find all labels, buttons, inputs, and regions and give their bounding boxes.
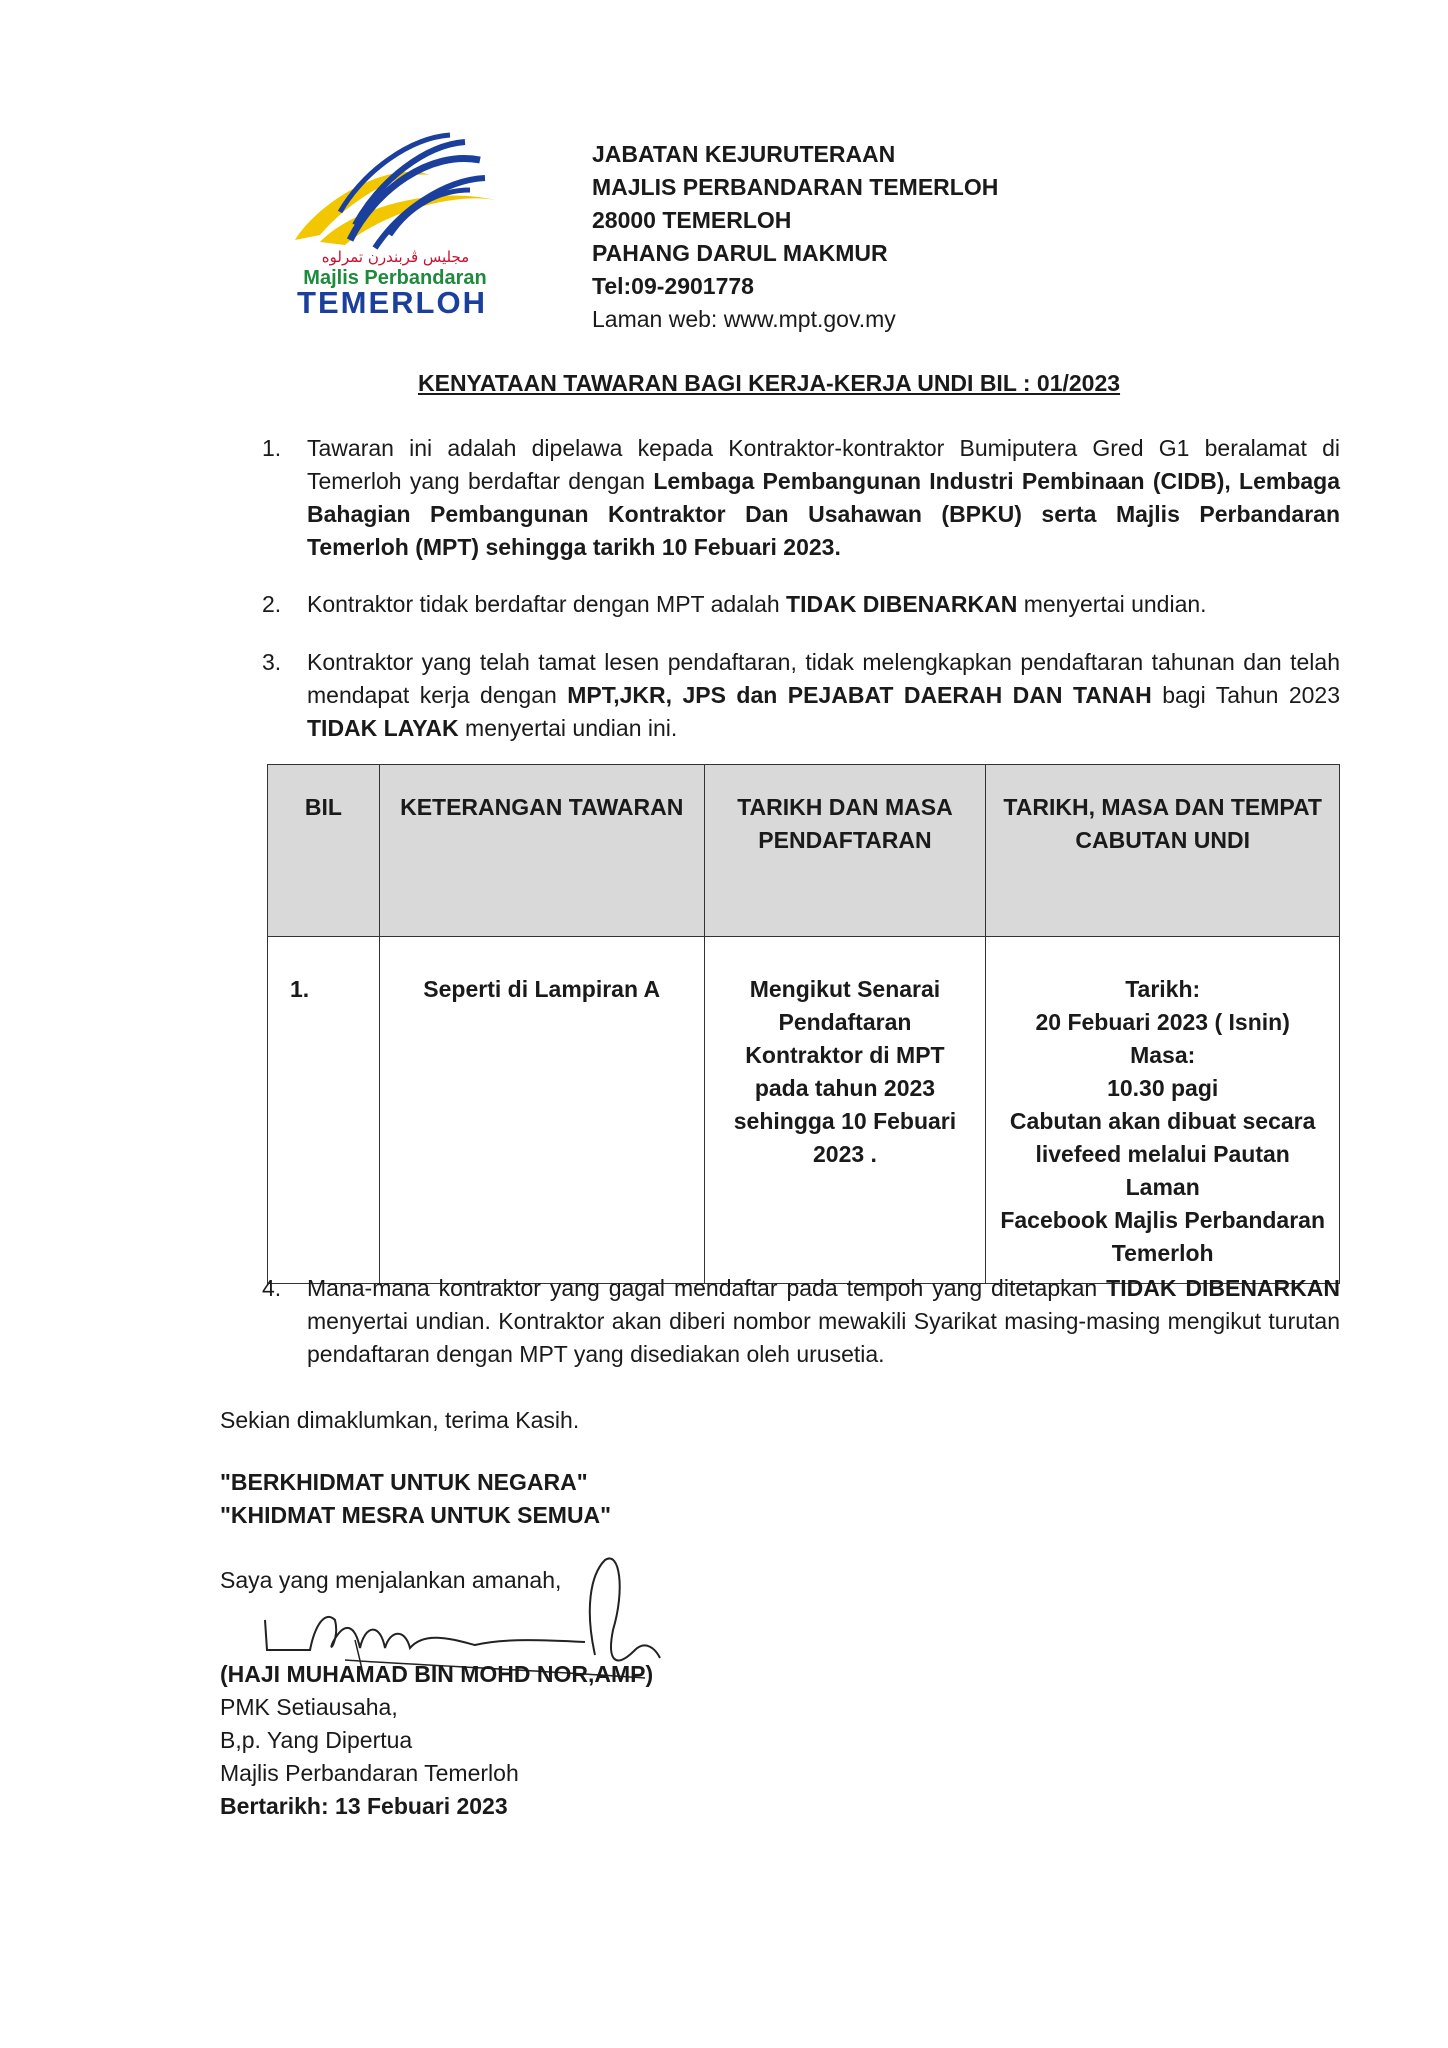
paragraph-text: bagi Tahun 2023 — [1151, 682, 1340, 708]
offer-table — [267, 764, 1340, 1284]
paragraph-text: Kontraktor tidak berdaftar dengan MPT adalah — [307, 591, 787, 617]
paragraph-bold: Lembaga Pembangunan Industri Pembinaan (CIDB), Lembaga Bahagian Pembangunan Kontraktor Dan Usahawan (BPKU) serta Majlis Perbandaran Temerloh (MPT) sehingga tarikh 10 Febuari 2023. — [307, 468, 1340, 560]
cell-line: Cabutan akan dibuat secara — [1009, 1108, 1316, 1134]
paragraph-bold: TIDAK DIBENARKAN — [1106, 1275, 1340, 1301]
cell-line: Pendaftaran — [778, 1009, 912, 1035]
paragraph-text: menyertai undian ini. — [458, 715, 678, 741]
cell-line: Kontraktor di MPT — [745, 1042, 945, 1068]
logo-jawi-text: مجليس ڤربندرن تمرلوه — [321, 248, 470, 266]
cell-line: Masa: — [1130, 1042, 1196, 1068]
logo-text-temerloh: TEMERLOH — [297, 285, 487, 320]
cell-line: 20 Febuari 2023 ( Isnin) — [1035, 1009, 1290, 1035]
signature-block — [220, 1658, 653, 1823]
motto-line-2: "KHIDMAT MESRA UNTUK SEMUA" — [220, 1502, 612, 1528]
cell-line: 2023 . — [812, 1141, 877, 1167]
closing-amanah: Saya yang menjalankan amanah, — [220, 1567, 562, 1593]
signatory-org: Majlis Perbandaran Temerloh — [220, 1760, 519, 1786]
signature-date: Bertarikh: 13 Febuari 2023 — [220, 1793, 508, 1819]
mpt-emblem-icon — [280, 130, 510, 260]
table-cell-pendaftaran — [704, 937, 986, 1284]
table-header-keterangan: KETERANGAN TAWARAN — [379, 765, 704, 937]
cell-line: Facebook Majlis Perbandaran — [1000, 1207, 1326, 1233]
paragraph-text: Tawaran ini adalah dipelawa kepada Kontraktor-kontraktor Bumiputera Gred G1 beralamat di Temerloh yang berdaftar dengan — [307, 435, 1340, 494]
signatory-on-behalf: B,p. Yang Dipertua — [220, 1727, 413, 1753]
table-header-bil: BIL — [268, 765, 380, 937]
motto-line-1: "BERKHIDMAT UNTUK NEGARA" — [220, 1469, 588, 1495]
address-phone: Tel:09-2901778 — [592, 273, 754, 299]
paragraph-text: menyertai undian. — [1017, 591, 1207, 617]
paragraph-bold: MPT,JKR, JPS dan PEJABAT DAERAH DAN TANAH — [567, 682, 1152, 708]
paragraph-bold: TIDAK LAYAK — [307, 715, 459, 741]
signatory-position: PMK Setiausaha, — [220, 1694, 398, 1720]
cell-line: sehingga 10 Febuari — [733, 1108, 957, 1134]
table-cell-cabutan — [986, 937, 1340, 1284]
table-row — [268, 937, 1340, 1284]
paragraph-text: Mana-mana kontraktor yang gagal mendaftar pada tempoh yang ditetapkan — [307, 1275, 1107, 1301]
address-line: JABATAN KEJURUTERAAN — [592, 141, 896, 167]
table-header-row — [268, 765, 1340, 937]
paragraph-text: Kontraktor yang telah tamat lesen pendaftaran, tidak melengkapkan pendaftaran tahunan dan telah mendapat kerja dengan — [307, 649, 1340, 708]
table-cell-keterangan: Seperti di Lampiran A — [379, 937, 704, 1284]
paragraph-2 — [262, 588, 1340, 621]
table-header-cabutan: TARIKH, MASA DAN TEMPAT CABUTAN UNDI — [986, 765, 1340, 937]
address-line: MAJLIS PERBANDARAN TEMERLOH — [592, 174, 999, 200]
address-website: Laman web: www.mpt.gov.my — [592, 306, 896, 332]
paragraph-1 — [262, 432, 1340, 564]
cell-line: 10.30 pagi — [1107, 1075, 1219, 1101]
paragraph-number: 1. — [262, 435, 282, 461]
address-line: 28000 TEMERLOH — [592, 207, 792, 233]
paragraph-number: 4. — [262, 1275, 282, 1301]
cell-line: pada tahun 2023 — [754, 1075, 936, 1101]
cell-line: Mengikut Senarai — [749, 976, 941, 1002]
signatory-name: (HAJI MUHAMAD BIN MOHD NOR,AMP) — [220, 1661, 654, 1687]
cell-line: livefeed melalui Pautan Laman — [1035, 1141, 1290, 1200]
table-cell-bil: 1. — [268, 937, 380, 1284]
paragraph-number: 3. — [262, 649, 282, 675]
paragraph-3 — [262, 646, 1340, 745]
closing-greeting: Sekian dimaklumkan, terima Kasih. — [220, 1407, 580, 1433]
logo-text-majlis: Majlis Perbandaran — [303, 267, 487, 289]
paragraph-4 — [262, 1272, 1340, 1371]
paragraph-text: menyertai undian. Kontraktor akan diberi nombor mewakili Syarikat masing-masing mengikut turutan pendaftaran dengan MPT yang disediakan oleh urusetia. — [307, 1308, 1340, 1367]
letterhead-address — [592, 138, 998, 336]
cell-line: Temerloh — [1111, 1240, 1214, 1266]
paragraph-bold: TIDAK DIBENARKAN — [786, 591, 1018, 617]
mpt-logo — [270, 130, 510, 320]
notice-title: KENYATAAN TAWARAN BAGI KERJA-KERJA UNDI BIL : 01/2023 — [418, 370, 1121, 396]
paragraph-number: 2. — [262, 591, 282, 617]
table-header-pendaftaran: TARIKH DAN MASA PENDAFTARAN — [704, 765, 986, 937]
address-line: PAHANG DARUL MAKMUR — [592, 240, 888, 266]
cell-line: Tarikh: — [1125, 976, 1201, 1002]
